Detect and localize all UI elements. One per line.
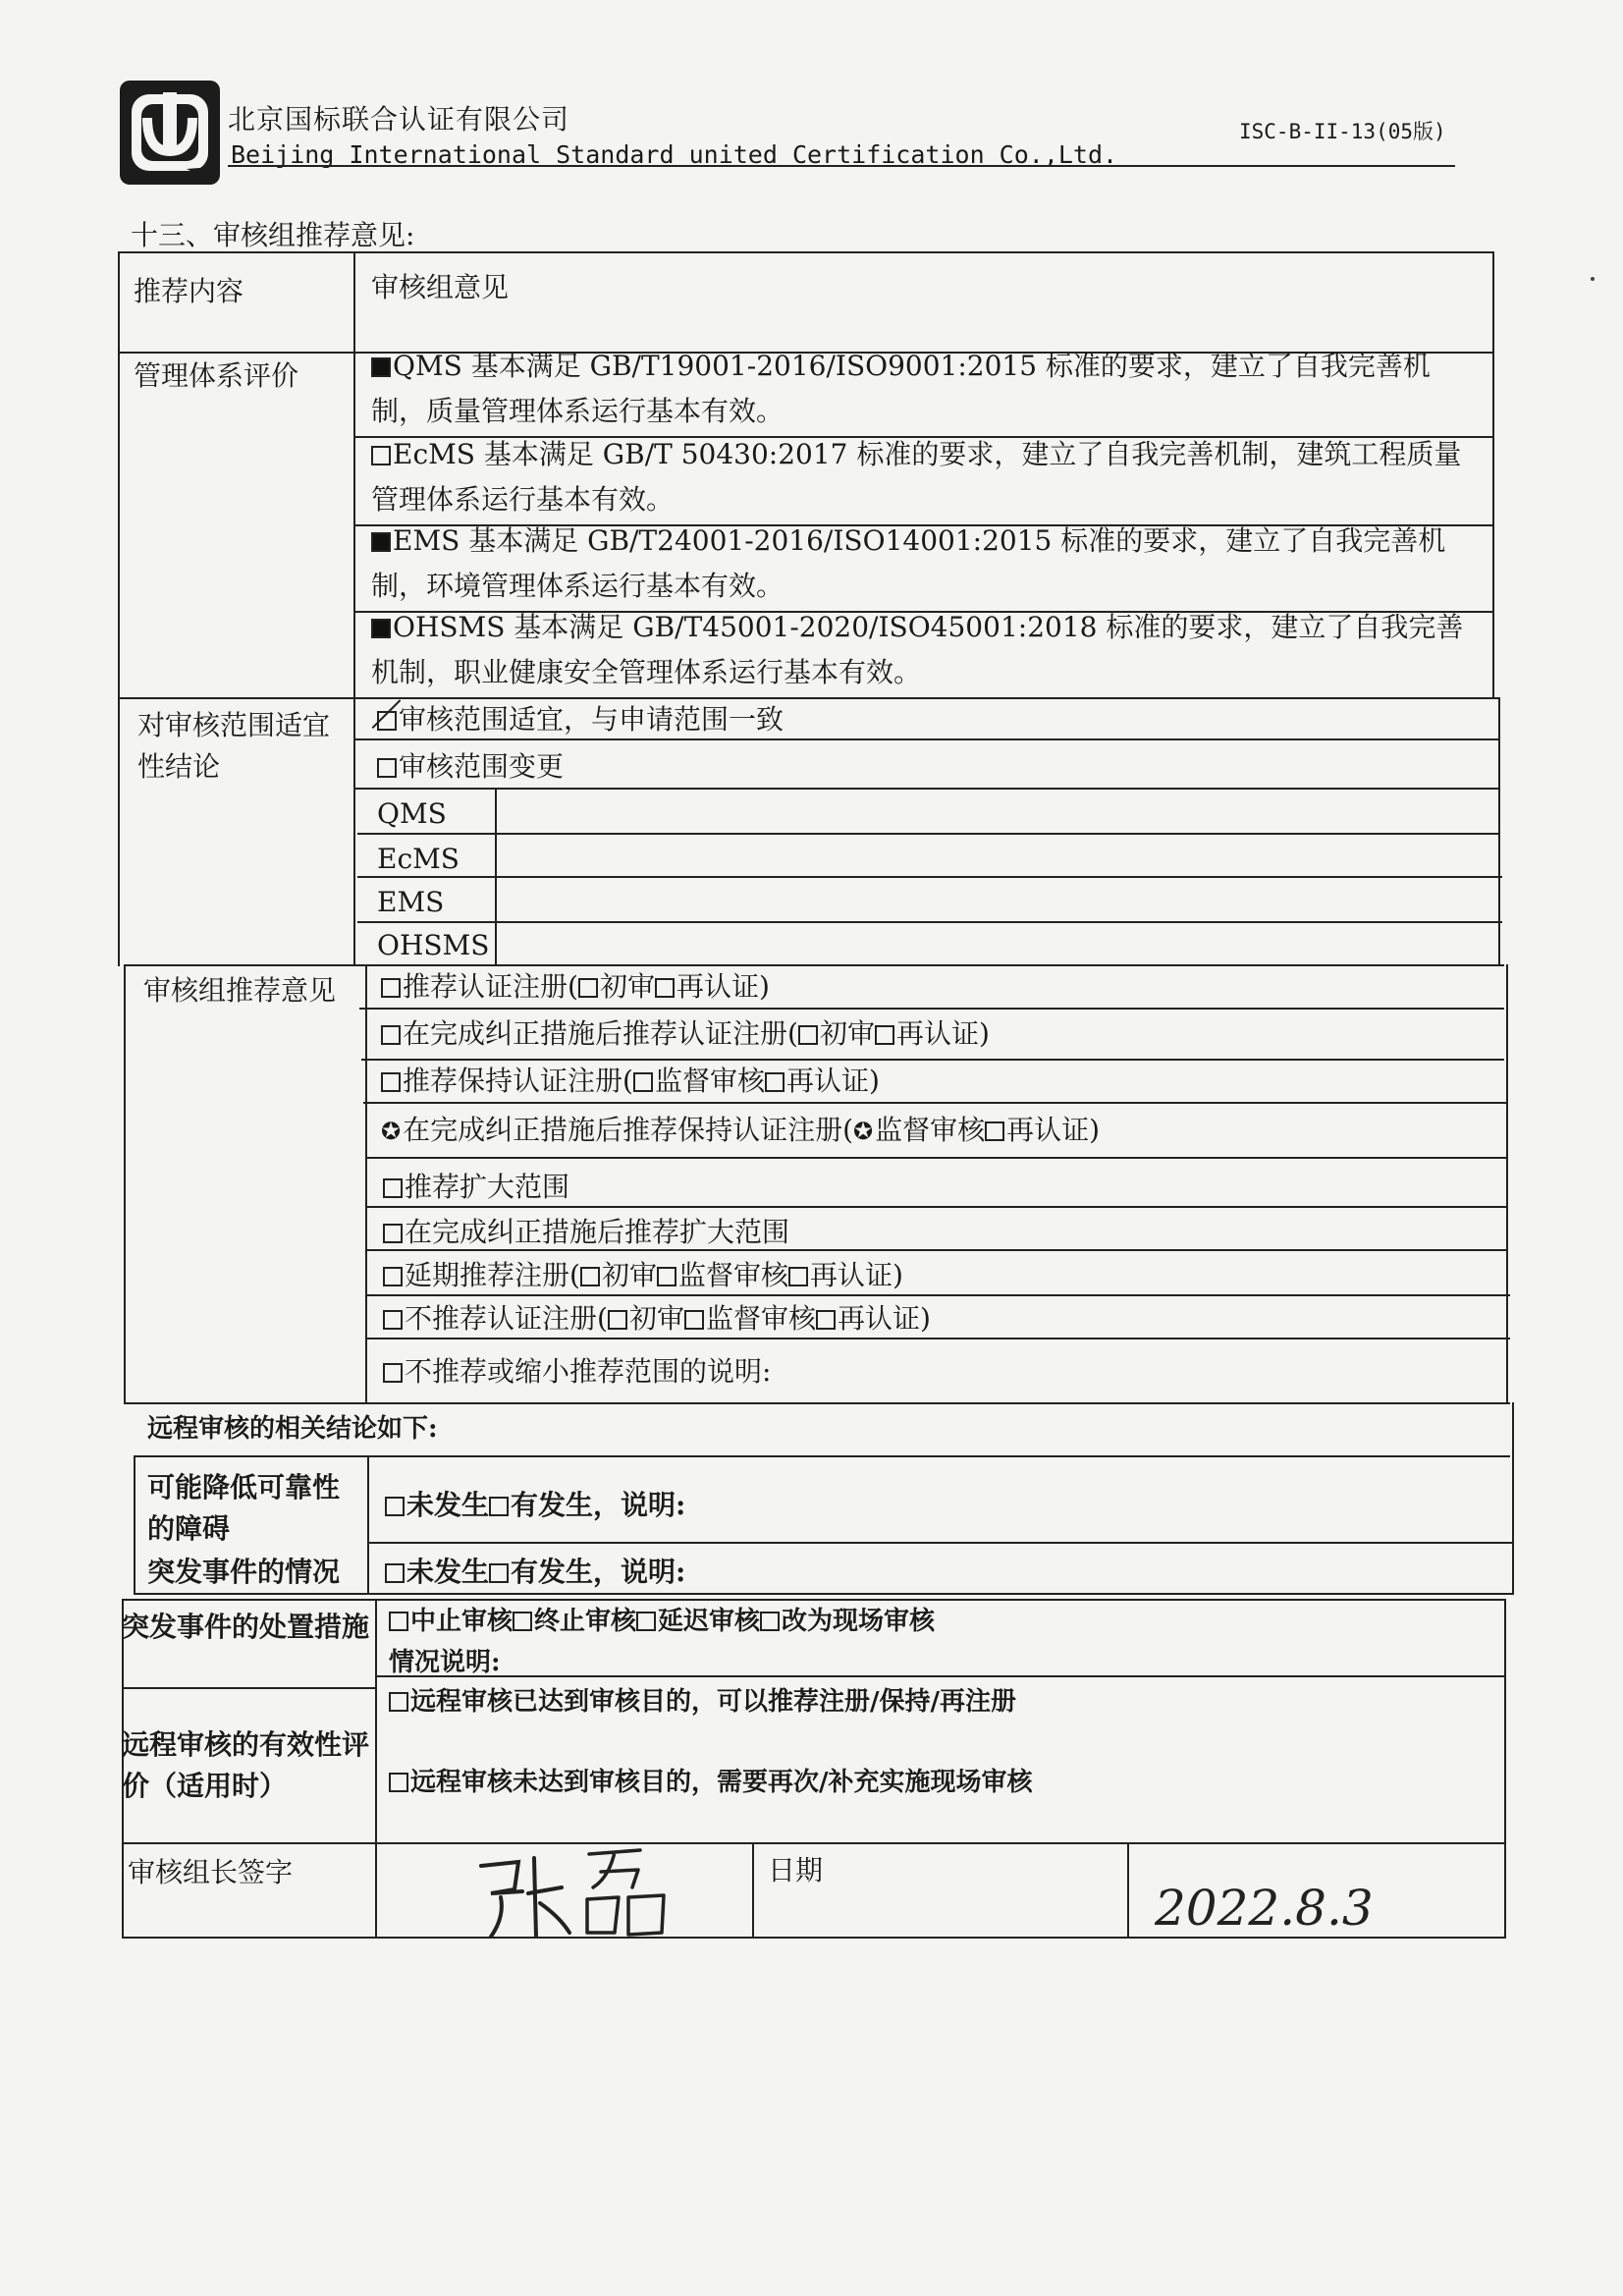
table-line: [375, 1599, 377, 1937]
recommend-item-maintain-after-correction: ✪在完成纠正措施后推荐保持认证注册(✪监督审核 再认证): [381, 1114, 1101, 1146]
recommend-item-reduce-scope-note: 不推荐或缩小推荐范围的说明:: [383, 1355, 771, 1389]
checkbox[interactable]: [765, 1072, 784, 1092]
company-name-en: Beijing International Standard united Certification Co.,Ltd.: [231, 140, 1118, 169]
checkbox[interactable]: [636, 1612, 656, 1631]
table-line: [365, 1157, 1506, 1159]
table-line: [365, 1206, 1506, 1208]
checkbox[interactable]: [381, 978, 401, 998]
scope-system-ems: EMS: [377, 886, 445, 918]
mgmt-item-ems: EMS 基本满足 GB/T24001-2016/ISO14001:2015 标准的要求，建立了自我完善机制，环境管理体系运行基本有效。: [371, 524, 1446, 602]
checkbox[interactable]: [377, 711, 397, 731]
table-line: [124, 964, 1504, 966]
handwritten-date: [1149, 1864, 1404, 1942]
checkbox[interactable]: [816, 1310, 836, 1330]
checkbox[interactable]: [489, 1563, 509, 1583]
company-name-cn: 北京国标联合认证有限公司: [228, 103, 570, 136]
checkbox[interactable]: [580, 1267, 600, 1286]
table-line: [122, 1687, 375, 1689]
mgmt-item-ohsms: OHSMS 基本满足 GB/T45001-2020/ISO45001:2018 标准的要求，建立了自我完善机制，职业健康安全管理体系运行基本有效。: [371, 611, 1464, 688]
checkbox[interactable]: [633, 1072, 653, 1092]
table-line: [357, 833, 1500, 835]
table-line: [124, 964, 126, 1404]
table-line: [367, 1338, 1510, 1339]
recommend-item-register: 推荐认证注册( 初审 再认证): [381, 970, 770, 1004]
checkbox[interactable]: [381, 1072, 401, 1092]
checkbox[interactable]: [760, 1612, 780, 1631]
date-value: 2022.8.3: [1155, 1880, 1374, 1937]
checkbox[interactable]: [389, 1692, 408, 1712]
handwritten-signature: [471, 1838, 687, 1946]
scope-item-changed: 审核范围变更: [377, 750, 564, 784]
table-line: [353, 251, 355, 966]
scope-system-ecms: EcMS: [377, 843, 460, 875]
selected-star-icon[interactable]: ✪: [853, 1118, 874, 1145]
checkbox[interactable]: [385, 1497, 405, 1516]
table-line: [120, 697, 1498, 699]
checkbox[interactable]: [985, 1121, 1004, 1141]
scope-system-qms: QMS: [377, 797, 447, 830]
table-line: [361, 1059, 1504, 1061]
remote-row3-label: 突发事件的处置措施: [122, 1611, 370, 1643]
checkbox[interactable]: [608, 1310, 627, 1330]
checkbox[interactable]: [389, 1773, 408, 1792]
table-line: [1504, 1599, 1506, 1937]
table-line: [355, 788, 1500, 790]
table-line: [118, 251, 120, 966]
scope-item-consistent: 审核范围适宜，与申请范围一致: [377, 703, 784, 737]
remote-row1-label: 可能降低可靠性的障碍: [147, 1471, 341, 1545]
form-code: ISC-B-II-13(05版): [1239, 120, 1446, 143]
scope-label: 对审核范围适宜性结论: [137, 709, 331, 783]
checkbox[interactable]: [383, 1224, 403, 1243]
recommend-item-register-after-correction: 在完成纠正措施后推荐认证注册( 初审 再认证): [381, 1017, 990, 1051]
checkbox[interactable]: [798, 1025, 818, 1045]
table-line: [367, 1455, 369, 1593]
table-line: [134, 1593, 1514, 1595]
scope-system-ohsms: OHSMS: [377, 929, 490, 961]
remote-row4-option1: 远程审核已达到审核目的，可以推荐注册/保持/再注册: [389, 1687, 1016, 1718]
table-line: [1512, 1402, 1514, 1595]
header-rule: [228, 165, 1455, 167]
remote-row3-note: 情况说明:: [389, 1648, 501, 1677]
checkbox[interactable]: [383, 1310, 403, 1330]
table-line: [1498, 697, 1500, 964]
remote-title: 远程审核的相关结论如下:: [147, 1414, 438, 1444]
table-line: [126, 1402, 1510, 1404]
recommend-label: 审核组推荐意见: [143, 974, 337, 1007]
checkbox[interactable]: [657, 1267, 676, 1286]
checkbox[interactable]: [383, 1178, 403, 1198]
checkbox[interactable]: [513, 1612, 532, 1631]
recommend-item-not-recommend: 不推荐认证注册( 初审 监督审核 再认证): [383, 1302, 931, 1336]
table-line: [752, 1842, 754, 1937]
table-line: [134, 1455, 135, 1593]
checkbox[interactable]: [381, 1025, 401, 1045]
table-line: [1506, 964, 1508, 1402]
table-line: [363, 1102, 1506, 1104]
mgmt-label: 管理体系评价: [134, 359, 299, 392]
checkbox[interactable]: [875, 1025, 894, 1045]
mgmt-item-qms: QMS 基本满足 GB/T19001-2016/ISO9001:2015 标准的要求，建立了自我完善机制，质量管理体系运行基本有效。: [371, 350, 1431, 427]
table-line: [353, 738, 1498, 740]
company-logo: [118, 79, 222, 187]
table-line: [495, 788, 497, 964]
recommend-item-extend-after-correction: 在完成纠正措施后推荐扩大范围: [383, 1216, 789, 1249]
checkbox[interactable]: [371, 446, 391, 465]
remote-row2-label: 突发事件的情况: [147, 1556, 341, 1588]
table-line: [365, 964, 367, 1404]
recommend-item-maintain: 推荐保持认证注册( 监督审核 再认证): [381, 1065, 880, 1098]
table-line: [357, 921, 1502, 923]
table-line: [118, 251, 1492, 253]
table-line: [375, 1675, 1504, 1677]
remote-row2-options: 未发生 有发生，说明:: [385, 1556, 685, 1589]
mgmt-item-ecms: EcMS 基本满足 GB/T 50430:2017 标准的要求，建立了自我完善机制，建筑工程质量管理体系运行基本有效。: [371, 438, 1462, 516]
head-left-label: 推荐内容: [134, 275, 244, 307]
checkbox[interactable]: [371, 357, 391, 377]
checkbox[interactable]: [385, 1563, 405, 1583]
selected-star-icon[interactable]: ✪: [381, 1118, 402, 1145]
table-line: [367, 1249, 1508, 1251]
leader-signature-label: 审核组长签字: [128, 1856, 294, 1888]
checkbox[interactable]: [371, 532, 391, 552]
checkbox[interactable]: [655, 978, 675, 998]
checkbox[interactable]: [383, 1363, 403, 1383]
table-line: [1127, 1842, 1129, 1937]
remote-row4-option2: 远程审核未达到审核目的，需要再次/补充实施现场审核: [389, 1768, 1033, 1798]
recommend-item-extend: 推荐扩大范围: [383, 1171, 569, 1204]
checkbox[interactable]: [684, 1310, 704, 1330]
remote-row4-label: 远程审核的有效性评价（适用时）: [122, 1728, 370, 1802]
remote-row1-options: 未发生 有发生，说明:: [385, 1489, 685, 1522]
table-line: [134, 1455, 1510, 1457]
scan-speck: [1591, 277, 1595, 281]
recommend-item-postpone: 延期推荐注册( 初审 监督审核 再认证): [383, 1259, 903, 1292]
checkbox[interactable]: [489, 1497, 509, 1516]
section-title: 十三、审核组推荐意见:: [131, 219, 415, 251]
checkbox[interactable]: [371, 619, 391, 638]
checkbox[interactable]: [578, 978, 598, 998]
date-label: 日期: [768, 1854, 824, 1886]
table-line: [122, 1599, 1506, 1601]
table-line: [357, 876, 1502, 878]
checkbox[interactable]: [389, 1612, 408, 1631]
table-line: [1492, 251, 1494, 699]
table-line: [367, 1542, 1512, 1544]
checkbox[interactable]: [377, 758, 397, 778]
head-right-label: 审核组意见: [371, 271, 510, 303]
remote-row3-options: 中止审核 终止审核 延迟审核 改为现场审核: [389, 1607, 935, 1637]
table-line: [367, 1294, 1510, 1296]
table-line: [359, 1008, 1504, 1010]
table-line: [122, 1842, 1506, 1844]
checkbox[interactable]: [788, 1267, 808, 1286]
checkbox[interactable]: [383, 1267, 403, 1286]
